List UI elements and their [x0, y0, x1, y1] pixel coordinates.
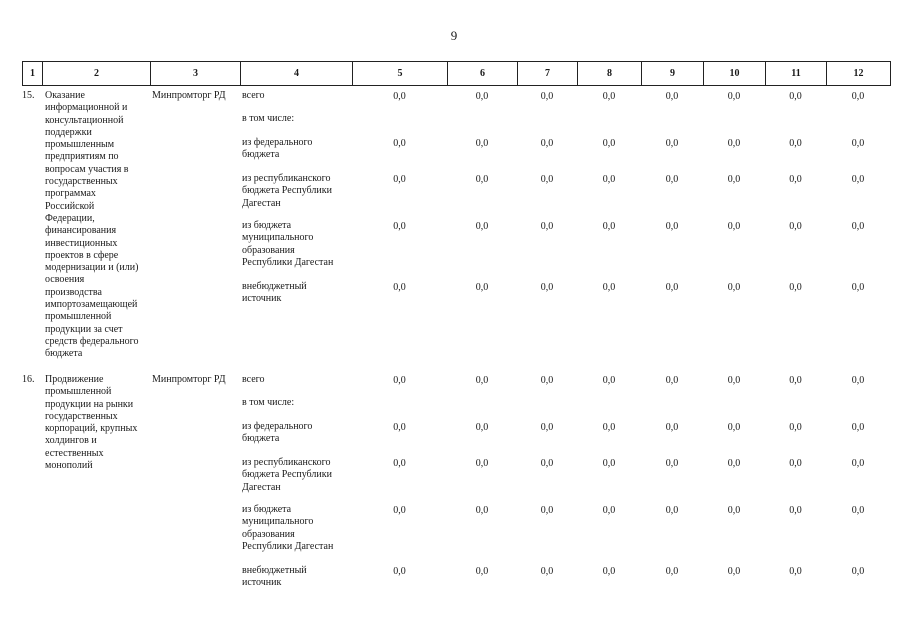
- executor: Минпромторг РД: [152, 90, 226, 101]
- source-row-total: [240, 374, 890, 397]
- header-cell-1: 1: [23, 62, 43, 85]
- value-cell: 0,0: [475, 375, 489, 386]
- value-cell: 0,0: [665, 138, 679, 149]
- table-row: [22, 90, 890, 374]
- value-cell: 0,0: [540, 458, 554, 469]
- value-cell: 0,0: [851, 458, 865, 469]
- value-cell: 0,0: [602, 375, 616, 386]
- value-cell: 0,0: [602, 138, 616, 149]
- value-cell: 0,0: [540, 566, 554, 577]
- table-header: [22, 61, 891, 86]
- table-row: [22, 374, 890, 591]
- value-cell: 0,0: [602, 458, 616, 469]
- value-cell: 0,0: [665, 174, 679, 185]
- value-cell: 0,0: [789, 505, 802, 516]
- value-cell: 0,0: [393, 174, 406, 185]
- value-cell: 0,0: [851, 174, 865, 185]
- value-cell: 0,0: [727, 566, 741, 577]
- value-cell: 0,0: [540, 422, 554, 433]
- value-cell: 0,0: [789, 458, 802, 469]
- value-cell: 0,0: [602, 221, 616, 232]
- value-cell: 0,0: [393, 458, 406, 469]
- value-cell: 0,0: [665, 91, 679, 102]
- value-cell: 0,0: [602, 505, 616, 516]
- value-cell: 0,0: [665, 282, 679, 293]
- row-number: 16.: [22, 374, 35, 385]
- header-cell-9: 9: [642, 62, 704, 85]
- value-cell: 0,0: [475, 422, 489, 433]
- value-cell: 0,0: [602, 566, 616, 577]
- header-cell-3: 3: [151, 62, 241, 85]
- value-cell: 0,0: [789, 221, 802, 232]
- source-label: внебюджетный источник: [242, 565, 307, 589]
- value-cell: 0,0: [789, 91, 802, 102]
- value-cell: 0,0: [602, 174, 616, 185]
- value-cell: 0,0: [602, 422, 616, 433]
- value-cell: 0,0: [475, 91, 489, 102]
- source-label: из бюджета муниципального образования Республики Дагестан: [242, 504, 334, 552]
- source-row-republic: [240, 173, 890, 220]
- header-cell-6: 6: [448, 62, 518, 85]
- header-cell-12: 12: [827, 62, 891, 85]
- value-cell: 0,0: [393, 505, 406, 516]
- value-cell: 0,0: [851, 221, 865, 232]
- measure-description: Оказание информационной и консультационной поддержки промышленным предприятиям по вопросам участия в государственных программах Российской Федерации, финансирования инвестиционных проектов в сфере модернизации и (или) освоения производства импортозамещающей промышленной продукции за счет средств федерального бюджета: [45, 90, 139, 360]
- header-cell-7: 7: [518, 62, 578, 85]
- executor: Минпромторг РД: [152, 374, 226, 385]
- source-row-extrabudgetary: [240, 565, 890, 591]
- value-cell: 0,0: [727, 138, 741, 149]
- header-cell-5: 5: [353, 62, 448, 85]
- value-cell: 0,0: [727, 91, 741, 102]
- source-row-including: [240, 113, 890, 137]
- value-cell: 0,0: [475, 458, 489, 469]
- value-cell: 0,0: [727, 505, 741, 516]
- value-cell: 0,0: [393, 422, 406, 433]
- value-cell: 0,0: [851, 422, 865, 433]
- source-label: из республиканского бюджета Республики Дагестан: [242, 457, 332, 493]
- source-row-federal: [240, 421, 890, 457]
- value-cell: 0,0: [602, 91, 616, 102]
- value-cell: 0,0: [789, 174, 802, 185]
- value-cell: 0,0: [393, 566, 406, 577]
- funding-sources: [240, 90, 890, 307]
- source-label: из бюджета муниципального образования Республики Дагестан: [242, 220, 334, 268]
- value-cell: 0,0: [393, 91, 406, 102]
- value-cell: 0,0: [851, 505, 865, 516]
- source-label: всего: [242, 374, 265, 385]
- source-label: из республиканского бюджета Республики Дагестан: [242, 173, 332, 209]
- value-cell: 0,0: [393, 375, 406, 386]
- source-row-total: [240, 90, 890, 113]
- page-number: 9: [450, 28, 458, 43]
- source-label: из федерального бюджета: [242, 137, 313, 161]
- value-cell: 0,0: [727, 458, 741, 469]
- source-row-republic: [240, 457, 890, 504]
- value-cell: 0,0: [393, 138, 406, 149]
- value-cell: 0,0: [851, 282, 865, 293]
- value-cell: 0,0: [789, 566, 802, 577]
- value-cell: 0,0: [851, 138, 865, 149]
- including-label: в том числе:: [242, 397, 295, 408]
- value-cell: 0,0: [602, 282, 616, 293]
- value-cell: 0,0: [540, 282, 554, 293]
- header-cell-11: 11: [766, 62, 827, 85]
- value-cell: 0,0: [475, 221, 489, 232]
- source-row-municipal: [240, 220, 890, 281]
- value-cell: 0,0: [727, 422, 741, 433]
- value-cell: 0,0: [475, 282, 489, 293]
- including-label: в том числе:: [242, 113, 295, 124]
- value-cell: 0,0: [540, 174, 554, 185]
- value-cell: 0,0: [475, 138, 489, 149]
- value-cell: 0,0: [789, 282, 802, 293]
- value-cell: 0,0: [393, 221, 406, 232]
- value-cell: 0,0: [851, 375, 865, 386]
- value-cell: 0,0: [540, 138, 554, 149]
- value-cell: 0,0: [475, 505, 489, 516]
- header-cell-2: 2: [43, 62, 151, 85]
- value-cell: 0,0: [665, 505, 679, 516]
- value-cell: 0,0: [789, 138, 802, 149]
- value-cell: 0,0: [665, 566, 679, 577]
- value-cell: 0,0: [540, 375, 554, 386]
- source-row-municipal: [240, 504, 890, 565]
- row-number: 15.: [22, 90, 35, 101]
- value-cell: 0,0: [540, 91, 554, 102]
- header-cell-4: 4: [241, 62, 353, 85]
- value-cell: 0,0: [665, 422, 679, 433]
- value-cell: 0,0: [789, 375, 802, 386]
- header-cell-10: 10: [704, 62, 766, 85]
- header-cell-8: 8: [578, 62, 642, 85]
- value-cell: 0,0: [727, 282, 741, 293]
- value-cell: 0,0: [727, 174, 741, 185]
- value-cell: 0,0: [665, 458, 679, 469]
- source-row-extrabudgetary: [240, 281, 890, 307]
- measure-description: Продвижение промышленной продукции на рынки государственных корпораций, крупных холдингов и естественных монополий: [45, 374, 138, 472]
- value-cell: 0,0: [393, 282, 406, 293]
- value-cell: 0,0: [851, 566, 865, 577]
- value-cell: 0,0: [727, 375, 741, 386]
- source-row-including: [240, 397, 890, 421]
- funding-sources: [240, 374, 890, 591]
- value-cell: 0,0: [851, 91, 865, 102]
- value-cell: 0,0: [789, 422, 802, 433]
- source-label: внебюджетный источник: [242, 281, 307, 305]
- source-label: всего: [242, 90, 265, 101]
- value-cell: 0,0: [665, 375, 679, 386]
- value-cell: 0,0: [475, 174, 489, 185]
- value-cell: 0,0: [540, 505, 554, 516]
- value-cell: 0,0: [727, 221, 741, 232]
- value-cell: 0,0: [475, 566, 489, 577]
- value-cell: 0,0: [540, 221, 554, 232]
- value-cell: 0,0: [665, 221, 679, 232]
- source-label: из федерального бюджета: [242, 421, 313, 445]
- source-row-federal: [240, 137, 890, 173]
